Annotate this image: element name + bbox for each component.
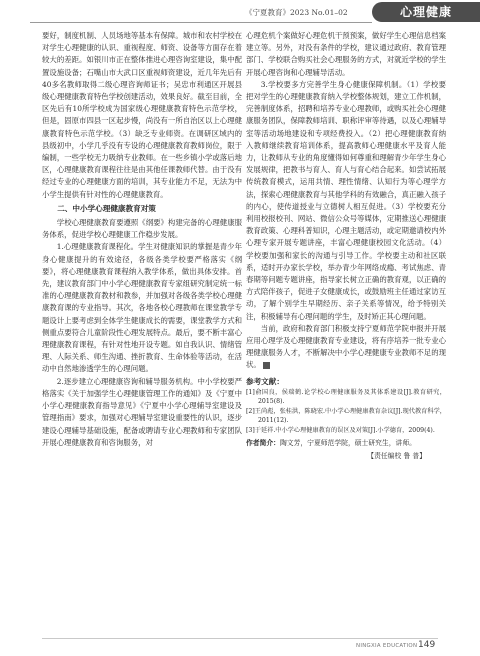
section-tag: [372, 2, 480, 22]
left-column: [42, 30, 242, 628]
paragraph-text: 当前，政府和教育部门积极支持宁夏师范学院申报并开展应用心理学及心理健康教育专业建设，将有序培养一批专业心理健康服务人才，不断解决中小学心理健康专业教师不足的现状。: [246, 323, 446, 370]
paragraph-last: [246, 323, 446, 372]
footer-rule: [42, 638, 438, 639]
paragraph: 学校心理健康教育要遵照《纲要》构建完备的心理健康服务体系，促进学校心理健康工作稳步发展。: [42, 218, 242, 240]
reference-item: [3]于延祥.中小学心理健康教育的误区及对策[J].小学德育，2009(4).: [246, 427, 435, 435]
page-number: 149: [418, 640, 436, 650]
journal-issue-label: 《宁夏教育》2023 No.01–02: [245, 8, 348, 17]
author-info: [246, 438, 446, 449]
paragraph: 3.学校要多方完善学生身心健康保障机制。（1）学校要把对学生的心理健康教育纳入学校整体规划，建立工作机制，完善制度体系，招聘和培养专业心理教师，或购买社会心理健康服务团队，保障教师培训、职称评审等待遇，以及心理辅导室等活动场地建设和专项经费投入。（2）把心理健康教育纳入教师继续教育培训体系，提高教师心理健康水平及育人能力，让教师从专业的角度懂得如何尊重和理解青少年学生身心发展规律，把教书与育人、育人与育心结合起来。如尝试拓展传统教育模式，运用共情、理性情绪、认知行为等心理学方法，探索心理健康教育与其他学科的有效融合，真正融入孩子的内心，使传道授业与立德树人相互促进。（3）学校要充分利用校报校刊、网站、微信公众号等媒体，定期推送心理健康教育政策、心理科普知识，心理主题活动，或定期邀请校内外心理专家开展专题讲座，丰富心理健康校园文化活动。（4）学校要加强和家长的沟通与引导工作。学校要主动和社区联系，适时开办家长学校，举办青少年网络成瘾、考试焦虑、青春期等问题专题讲座，指导家长树立正确的教育观，以正确的方式陪伴孩子，促进子女健康成长，或鼓励班主任通过家访互动，了解个别学生早期经历、亲子关系等情况，给予特别关注，积极辅导有心理问题的学生，及时矫正其心理问题。: [246, 79, 446, 321]
header-rule: [30, 22, 372, 23]
paragraph: 1.心理健康教育课程化。学生对健康知识的掌握是青少年身心健康提升的有效途径，各级各类学校要严格落实《纲要》，将心理健康教育课程纳入教学体系，做出具体安排。首先，建议教育部门中小学心理健康教育专家组研究制定统一标准的心理健康教育教材和教参，并加强对各级各类学校心理健康教育课的专业指导。其次，各地各校心理教师在课堂教学专题设计上要考虑到全体学生健康成长的需要，课堂教学方式和侧重点要符合儿童阶段性心理发展特点。最后，要不断丰富心理健康教育课程，有针对性地开设专题。如自我认识、情绪管理、人际关系、师生沟通、挫折教育、生命体验等活动，在活动中自然地渗透学生的心理问题。: [42, 242, 242, 374]
section-heading: 二、中小学心理健康教育对策: [57, 203, 156, 213]
paragraph: 2.逐步建立心理健康咨询和辅导服务机构。中小学校要严格落实《关于加强学生心理健康管理工作的通知》及《宁夏中小学心理健康教育指导意见》《宁夏中小学心理辅导室建设及管理指南》要求，加强对心理辅导室建设重要性的认识，逐步建设心理辅导基础设施，配备或聘请专业心理教师和专家团队开展心理健康教育和咨询服务，对: [42, 376, 242, 447]
section-tag-label: 心理健康: [399, 5, 452, 19]
author-label: 作者简介：: [246, 438, 280, 447]
references-title: 参考文献：: [246, 376, 284, 386]
publication-name: NINGXIA EDUCATION: [356, 643, 418, 649]
paragraph: 心理危机个案做好心理危机干预预案，做好学生心理信息档案建立等。另外，对没有条件的学校，建议通过政府、教育管理部门、学校联合购买社会心理服务的方式，对就近学校的学生开展心理咨询和心理辅导活动。: [246, 31, 446, 77]
reference-item: [1]俞国良，侯瑞鹤.论学校心理健康服务及其体系建设[J].教育研究，2015(8).: [246, 388, 446, 406]
author-text: 陶文芳，宁夏师范学院，硕士研究生，讲师。: [279, 438, 416, 447]
editor-note: 【责任编校 鲁 普】: [367, 451, 426, 460]
right-column: [246, 30, 446, 628]
end-mark-icon: ■: [263, 362, 270, 369]
reference-item: [2]王尚彪，张桂洪，陈晓宏.中小学心理健康教育杂议[J].现代教育科学，2011(12).: [246, 407, 446, 425]
paragraph: 要好，制度机制、人员场地等基本有保障。城市和农村学校在对学生心理健康的认识、重视程度、师资、设备等方面存在着较大的差距。如银川市正在整体推进心理咨询室建设，集中配置设施设备；石嘴山市大武口区重视师资建设，近几年先后有40多名教师取得二级心理咨询师证书；吴忠市利通区开展县级心理健康教育特色学校创建活动，效果良好。截至目前，全区先后有10所学校成为国家级心理健康教育特色示范学校，但是，固原市四县一区起步慢，尚没有一所自治区以上心理健康教育特色示范学校。（3）缺乏专业师资。在调研区域内的县级初中，小学几乎没有专设的心理健康教育教师岗位，限于编制，一些学校无力吸纳专业教师。在一些乡镇小学或落后地区，心理健康教育课程往往是由其他任课教师代替。由于没有经过专业的心理健康方面的培训，其专业能力不足，无法为中小学生提供有针对性的心理健康教育。: [42, 31, 242, 199]
page-header: [0, 0, 480, 26]
page-footer: [0, 636, 480, 656]
